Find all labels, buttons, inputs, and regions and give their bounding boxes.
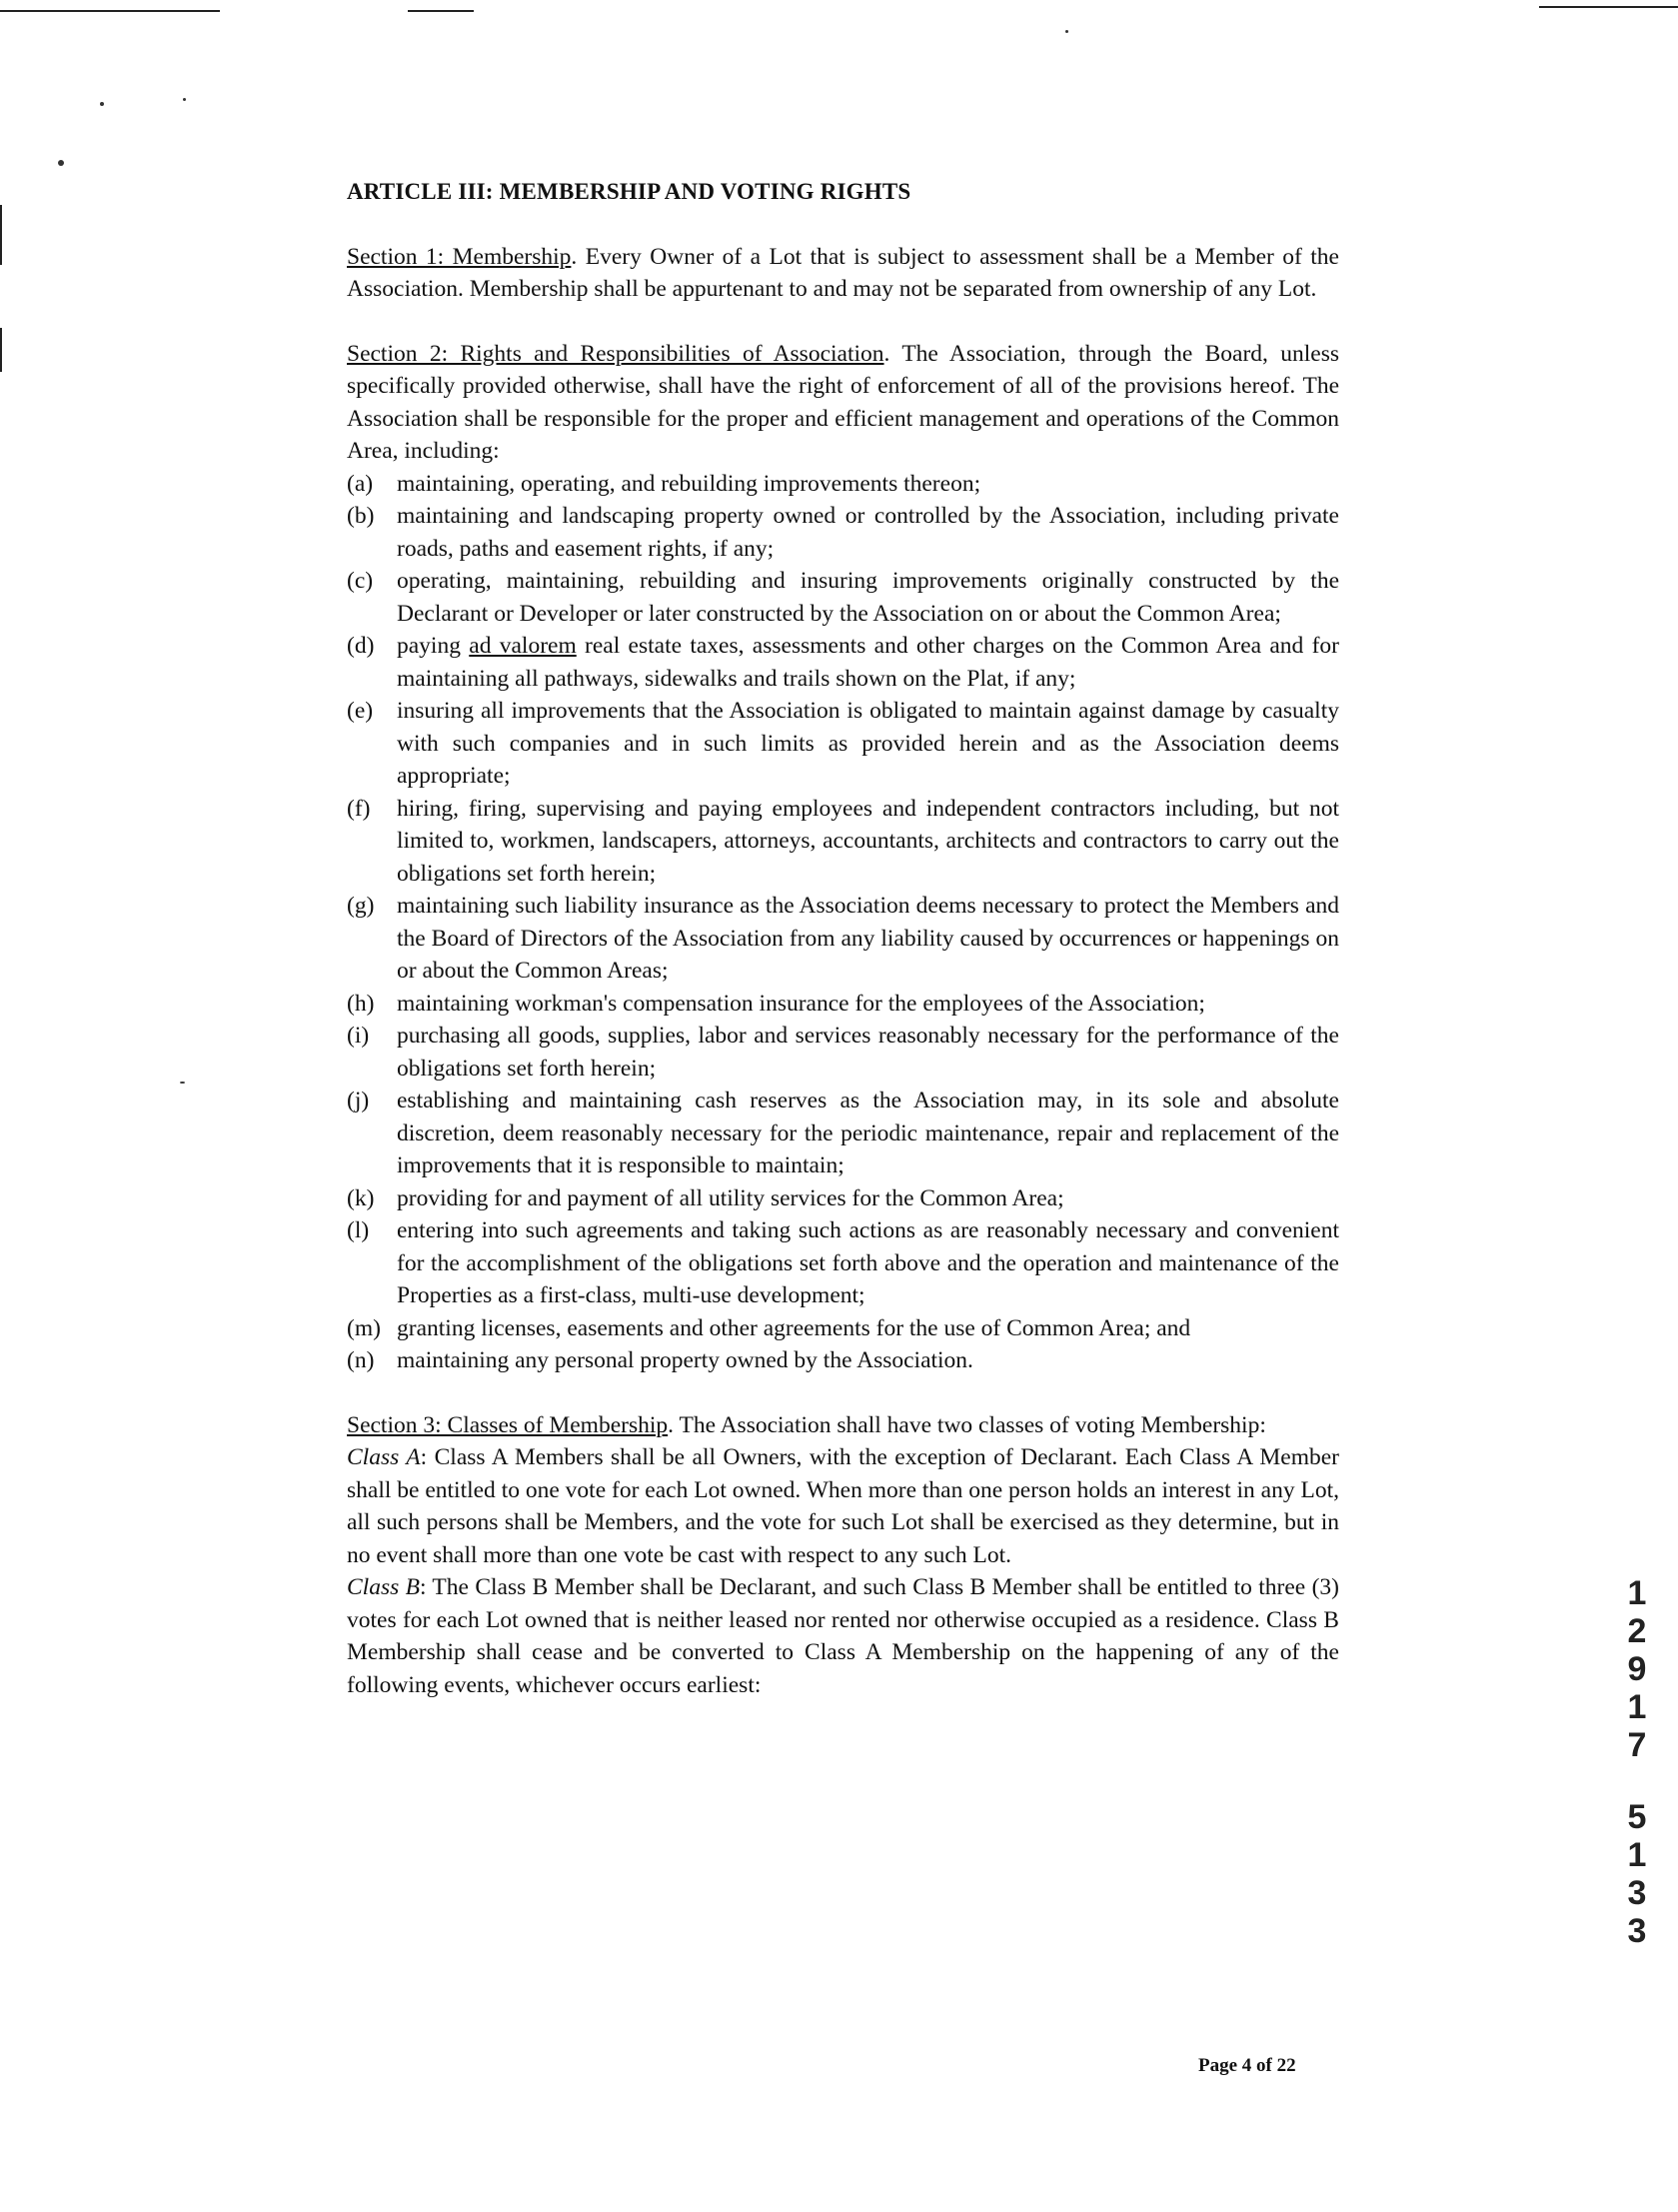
list-item [347,988,1339,1021]
list-item-label: (g) [347,893,375,919]
list-item [347,793,1339,891]
section-2-intro [347,338,1339,468]
list-item-text: maintaining any personal property owned by the Association. [397,1347,973,1373]
section-1-body: . Every Owner of a Lot that is subject to assessment shall be a Member of the Association. Membership shall be appurtenant to and may not be separated from ownership of any Lot. [347,243,1339,302]
class-b-label: Class B [347,1574,420,1600]
list-item [347,500,1339,565]
stamp-digit: 2 [1627,1612,1647,1650]
scan-speck [180,1082,185,1084]
scan-artifact-line [408,10,474,12]
list-item [347,468,1339,501]
section-3 [347,1409,1339,1702]
list-item-text: maintaining such liability insurance as the Association deems necessary to protect the Members and the Board of Directors of the Association from any liability caused by occurrences or happenings on or about the Common Areas; [397,893,1339,984]
stamp-digit: 1 [1627,1688,1647,1726]
list-item-label: (c) [347,568,374,594]
list-item [347,1020,1339,1085]
list-item-text: operating, maintaining, rebuilding and insuring improvements originally constructed by the Declarant or Developer or later constructed by the Association on or about the Common Area; [397,568,1339,627]
scan-artifact-line [0,328,2,372]
list-item-text: providing for and payment of all utility services for the Common Area; [397,1184,1064,1211]
ad-valorem-term: ad valorem [469,633,577,659]
list-item-text: purchasing all goods, supplies, labor and services reasonably necessary for the performance of the obligations set forth herein; [397,1023,1339,1082]
list-item-label: (i) [347,1023,370,1049]
list-item [347,1182,1339,1215]
list-item [347,1344,1339,1377]
stamp-digit: 7 [1627,1726,1647,1764]
list-item-label: (m) [347,1314,381,1341]
page-number: Page 4 of 22 [1198,2055,1296,2076]
list-item [347,1214,1339,1312]
scan-speck [58,160,64,166]
section-3-intro [347,1409,1339,1442]
list-item-text-post: real estate taxes, assessments and other charges on the Common Area and for maintaining all pathways, sidewalks and trails shown on the Plat, if any; [397,633,1339,692]
scan-artifact-line [0,205,2,265]
list-item-text: maintaining workman's compensation insurance for the employees of the Association; [397,990,1205,1017]
section-1-heading: Section 1: Membership [347,243,572,270]
list-item-text: hiring, firing, supervising and paying employees and independent contractors including, but not limited to, workmen, landscapers, attorneys, accountants, architects and contractors to carry out the obligations set forth herein; [397,795,1339,887]
list-item [347,630,1339,695]
section-2-heading: Section 2: Rights and Responsibilities of Association [347,340,884,367]
list-item-label: (b) [347,503,375,529]
class-a-text: : Class A Members shall be all Owners, with the exception of Declarant. Each Class A Member shall be entitled to one vote for each Lot owned. When more than one person holds an interest in any Lot, all such persons shall be Members, and the vote for such Lot shall be exercised as they determine, but in no event shall more than one vote be cast with respect to any such Lot. [347,1444,1339,1568]
list-item [347,890,1339,988]
section-2 [347,338,1339,1377]
class-a-paragraph [347,1441,1339,1571]
section-3-body: . The Association shall have two classes of voting Membership: [668,1411,1266,1438]
list-item-label: (j) [347,1088,370,1113]
stamp-digit: 3 [1627,1874,1647,1912]
list-item [347,1085,1339,1182]
list-item-text: maintaining, operating, and rebuilding improvements thereon; [397,470,981,497]
section-2-body: . The Association, through the Board, unless specifically provided otherwise, shall have the right of enforcement of all of the provisions hereof. The Association shall be responsible for the proper and efficient management and operations of the Common Area, including: [347,340,1339,464]
list-item-label: (a) [347,470,374,497]
scan-speck [183,98,186,101]
list-item-text: establishing and maintaining cash reserves as the Association may, in its sole and absolute discretion, deem reasonably necessary for the periodic maintenance, repair and replacement of the improvements that it is responsible to maintain; [397,1088,1339,1178]
list-item-label: (l) [347,1217,370,1243]
list-item-label: (f) [347,795,371,822]
class-b-paragraph [347,1571,1339,1701]
scan-speck [1065,30,1068,33]
list-item-label: (h) [347,990,375,1017]
scan-artifact-line [1539,6,1678,8]
stamp-digit: 9 [1627,1650,1647,1688]
list-item-text: insuring all improvements that the Association is obligated to maintain against damage by casualty with such companies and in such limits as provided herein and as the Association deems appropriate; [397,698,1339,789]
stamp-digit: 3 [1627,1912,1647,1950]
section-3-heading: Section 3: Classes of Membership [347,1411,669,1438]
list-item-label: (n) [347,1347,375,1373]
responsibilities-list [347,468,1339,1377]
list-item [347,565,1339,630]
document-body [347,176,1339,1701]
stamp-digit: 1 [1627,1574,1647,1612]
list-item-label: (d) [347,633,375,659]
list-item-text: maintaining and landscaping property owned or controlled by the Association, including private roads, paths and easement rights, if any; [397,503,1339,562]
scan-speck [100,102,104,106]
class-a-label: Class A [347,1444,421,1470]
article-title: ARTICLE III: MEMBERSHIP AND VOTING RIGHTS [347,179,911,204]
scan-artifact-line [0,10,220,12]
list-item-text-pre: paying [397,633,470,659]
list-item-label: (k) [347,1184,375,1211]
section-1 [347,241,1339,306]
stamp-digit: 5 [1627,1798,1647,1836]
list-item-text [397,630,1339,695]
class-b-text: : The Class B Member shall be Declarant, and such Class B Member shall be entitled to three (3) votes for each Lot owned that is neither leased nor rented nor otherwise occupied as a residence. Class B Membership shall cease and be converted to Class A Membership on the happening of any of the following events, whichever occurs earliest: [347,1574,1339,1698]
list-item-text: entering into such agreements and taking such actions as are reasonably necessary and convenient for the accomplishment of the obligations set forth above and the operation and maintenance of the Properties as a first-class, multi-use development; [397,1217,1339,1308]
list-item [347,1312,1339,1345]
list-item-text: granting licenses, easements and other agreements for the use of Common Area; and [397,1314,1191,1341]
list-item-label: (e) [347,698,374,724]
list-item [347,695,1339,793]
recording-number-stamp [1617,1574,1657,1950]
stamp-digit: 1 [1627,1836,1647,1874]
